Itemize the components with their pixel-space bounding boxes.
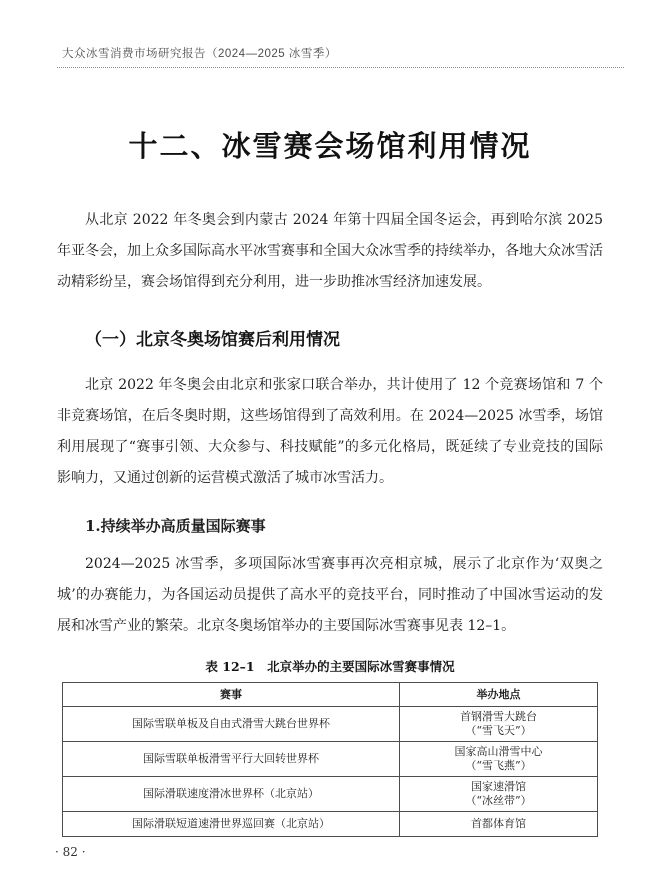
venue-nickname: （“雪飞燕”） xyxy=(465,759,532,772)
section-body-paragraph: 北京 2022 年冬奥会由北京和张家口联合举办，共计使用了 12 个竞赛场馆和 7 个非竞赛场馆，在后冬奥时期，这些场馆得到了高效利用。在 2024—2025 冰雪季，场馆利用展现了“赛事引领、大众参与、科技赋能”的多元化格局，既延续了专业竞技的国际影响力，又通过创新的运营模式激活了城市冰雪活力。 xyxy=(57,377,603,486)
subsection-body-paragraph: 2024—2025 冰雪季，多项国际冰雪赛事再次亮相京城，展示了北京作为‘双奥之城’的办赛能力，为各国运动员提供了高水平的竞技平台，同时推动了中国冰雪运动的发展和冰雪产业的繁荣。北京冬奥场馆举办的主要国际冰雪赛事见表 12–1。 xyxy=(57,556,603,634)
chapter-intro-paragraph: 从北京 2022 年冬奥会到内蒙古 2024 年第十四届全国冬运会，再到哈尔滨 2025 年亚冬会，加上众多国际高水平冰雪赛事和全国大众冰雪季的持续举办，各地大众冰雪活动精彩纷呈，赛会场馆得到充分利用，进一步助推冰雪经济加速发展。 xyxy=(57,212,603,290)
venue-nickname: （“冰丝带”） xyxy=(465,794,532,807)
event-cell: 国际雪联单板滑雪平行大回转世界杯 xyxy=(63,742,400,777)
table-caption: 表 12–1 北京举办的主要国际冰雪赛事情况 xyxy=(205,659,455,674)
header-dotted-rule xyxy=(57,67,624,68)
venue-nickname: （“雪飞天”） xyxy=(465,724,532,737)
event-cell: 国际滑联短道速滑世界巡回赛（北京站） xyxy=(63,812,400,837)
section-heading: （一）北京冬奥场馆赛后利用情况 xyxy=(85,330,340,349)
subsection-heading: 1.持续举办高质量国际赛事 xyxy=(85,517,266,535)
venue-cell xyxy=(400,742,598,777)
table-row xyxy=(63,812,598,837)
running-header xyxy=(57,0,624,68)
table-row xyxy=(63,742,598,777)
chapter-title: 十二、冰雪赛会场馆利用情况 xyxy=(128,129,532,163)
table-row xyxy=(63,707,598,742)
page-number: · 82 · xyxy=(55,845,86,859)
venue-name: 首都体育馆 xyxy=(471,817,527,830)
venue-name: 国家高山滑雪中心 xyxy=(454,745,543,758)
venue-name: 国家速滑馆 xyxy=(471,780,527,793)
event-cell: 国际雪联单板及自由式滑雪大跳台世界杯 xyxy=(63,707,400,742)
column-header-event: 赛事 xyxy=(63,683,400,707)
column-header-venue: 举办地点 xyxy=(400,683,598,707)
venue-cell xyxy=(400,707,598,742)
venue-cell xyxy=(400,777,598,812)
report-title: 大众冰雪消费市场研究报告（2024—2025 冰雪季） xyxy=(62,48,337,60)
event-cell: 国际滑联速度滑冰世界杯（北京站） xyxy=(63,777,400,812)
table-row xyxy=(63,777,598,812)
venue-name: 首钢滑雪大跳台 xyxy=(460,710,538,723)
events-table xyxy=(62,682,598,837)
venue-cell xyxy=(400,812,598,837)
table-header-row xyxy=(63,683,598,707)
